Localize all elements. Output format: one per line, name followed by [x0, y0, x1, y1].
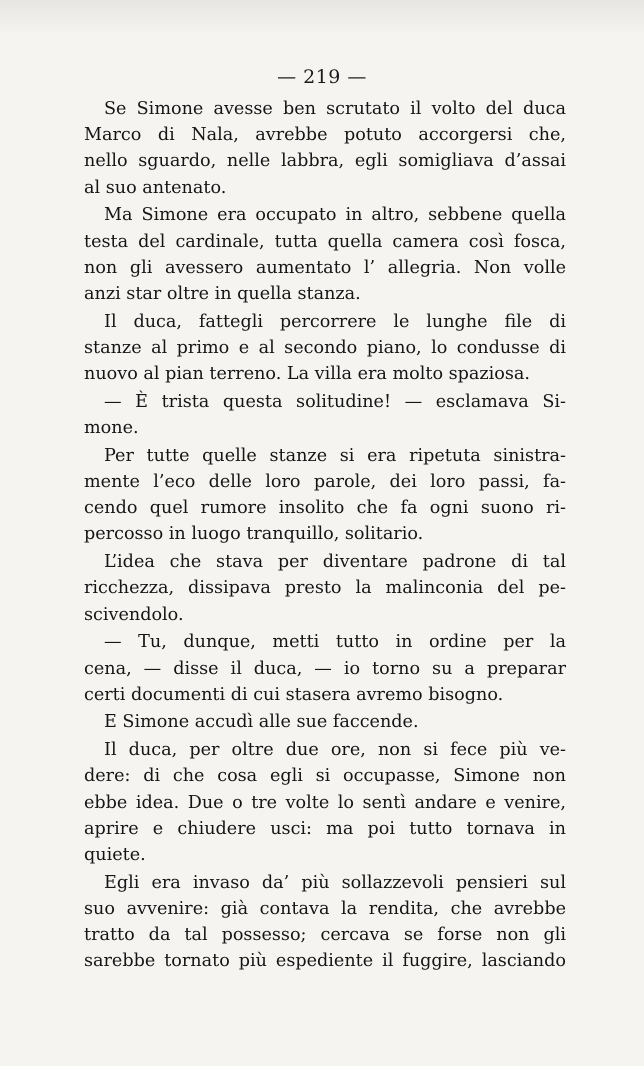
- paragraph: [84, 737, 566, 868]
- text-line: sarebbe tornato più espediente il fuggire, lasciando: [84, 951, 566, 972]
- paragraph: [84, 96, 566, 201]
- text-line: non gli avessero aumentato l’ allegria. Non volle: [84, 257, 566, 278]
- text-line: scivendolo.: [84, 604, 184, 625]
- text-line: Il duca, fattegli percorrere le lunghe file di: [104, 311, 566, 332]
- text-line: anzi star oltre in quella stanza.: [84, 283, 361, 304]
- text-line: cendo quel rumore insolito che fa ogni suono ri-: [84, 498, 566, 519]
- text-line: suo avvenire: già contava la rendita, che avrebbe: [84, 898, 566, 919]
- text-line: nuovo al pian terreno. La villa era molto spaziosa.: [84, 364, 531, 385]
- text-line: stanze al primo e al secondo piano, lo condusse di: [84, 337, 566, 358]
- paragraph: [84, 443, 566, 548]
- text-line: certi documenti di cui stasera avremo bisogno.: [84, 684, 504, 705]
- text-line: quiete.: [84, 845, 146, 865]
- paragraph: [84, 202, 566, 307]
- paragraph: [84, 549, 566, 628]
- text-line: mone.: [84, 418, 139, 439]
- paragraph: [84, 870, 566, 975]
- text-line: testa del cardinale, tutta quella camera così fosca,: [84, 231, 566, 252]
- text-line: Il duca, per oltre due ore, non si fece più ve-: [104, 740, 566, 761]
- text-line: Egli era invaso da’ più sollazzevoli pensieri sul: [104, 872, 566, 893]
- text-line: cena, — disse il duca, — io torno su a preparar: [84, 658, 566, 679]
- text-line: Marco di Nala, avrebbe potuto accorgersi che,: [84, 125, 566, 146]
- text-line: — È trista questa solitudine! — esclamava Si-: [104, 391, 566, 412]
- text-line: nello sguardo, nelle labbra, egli somigliava d’assai: [84, 151, 566, 172]
- text-line: — Tu, dunque, metti tutto in ordine per la: [104, 632, 566, 653]
- text-line: al suo antenato.: [84, 177, 227, 198]
- paragraph: [84, 629, 566, 708]
- body-text: [84, 96, 566, 975]
- text-line: mente l’eco delle loro parole, dei loro passi, fa-: [84, 472, 566, 492]
- text-line: L’idea che stava per diventare padrone di tal: [104, 552, 566, 573]
- paragraph: [84, 309, 566, 388]
- paragraph: [84, 389, 566, 441]
- paragraph: [84, 709, 566, 735]
- text-line: E Simone accudì alle sue faccende.: [104, 712, 419, 733]
- text-line: ebbe idea. Due o tre volte lo sentì andare e venire,: [84, 792, 566, 813]
- text-line: Ma Simone era occupato in altro, sebbene quella: [104, 205, 566, 226]
- text-line: Per tutte quelle stanze si era ripetuta sinistra-: [104, 445, 566, 466]
- text-line: Se Simone avesse ben scrutato il volto del duca: [104, 99, 566, 119]
- page-number: — 219 —: [277, 66, 367, 88]
- text-line: aprire e chiudere usci: ma poi tutto tornava in: [84, 818, 566, 839]
- text-line: dere: di che cosa egli si occupasse, Simone non: [84, 766, 566, 787]
- text-line: tratto da tal possesso; cercava se forse non gli: [84, 925, 566, 946]
- text-line: percosso in luogo tranquillo, solitario.: [84, 524, 424, 545]
- text-line: ricchezza, dissipava presto la malinconia del pe-: [84, 578, 566, 599]
